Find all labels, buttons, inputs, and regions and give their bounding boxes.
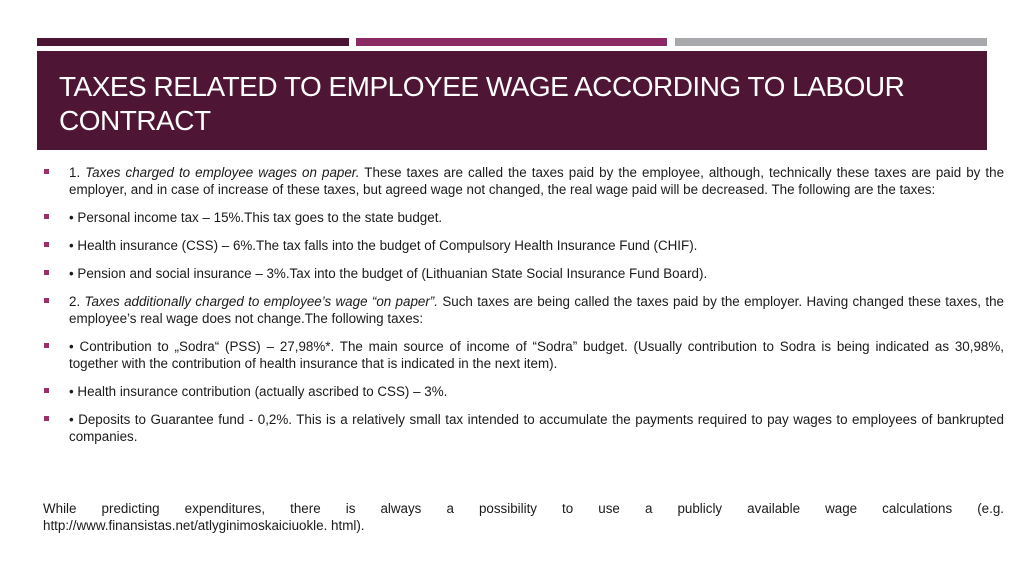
- square-bullet-icon: [44, 298, 49, 303]
- title-banner: [37, 51, 987, 150]
- list-item: • Deposits to Guarantee fund - 0,2%. This is a relatively small tax intended to accumulate the payments required to pay wages to employees of bankrupted companies.: [43, 411, 1004, 445]
- item-emphasis: Taxes charged to employee wages on paper.: [85, 165, 360, 180]
- decorative-bars: [37, 38, 987, 46]
- accent-bar-magenta: [356, 38, 667, 46]
- list-item: • Pension and social insurance – 3%.Tax into the budget of (Lithuanian State Social Insurance Fund Board).: [43, 265, 1004, 282]
- list-item: • Contribution to „Sodra“ (PSS) – 27,98%*. The main source of income of “Sodra” budget. (Usually contribution to Sodra is being indicated as 30,98%, together with the contribution of health insurance that is indicated in the next item).: [43, 338, 1004, 372]
- square-bullet-icon: [44, 388, 49, 393]
- footer-note: [43, 500, 1004, 534]
- footer-link-text: http://www.finansistas.net/atlyginimoskaiciuokle. html).: [43, 518, 365, 533]
- slide-content: [43, 164, 1004, 456]
- footer-line-1: While predicting expenditures, there is always a possibility to use a publicly available wage calculations (e.g.: [43, 501, 1004, 516]
- square-bullet-icon: [44, 169, 49, 174]
- list-item: 2. Taxes additionally charged to employee’s wage “on paper”. Such taxes are being called the taxes paid by the employer. Having changed these taxes, the employee’s real wage does not change.The following taxes:: [43, 293, 1004, 327]
- list-item: 1. Taxes charged to employee wages on paper. These taxes are called the taxes paid by the employee, although, technically these taxes are paid by the employer, and in case of increase of these taxes, but agreed wage not changed, the real wage paid will be decreased. The following are the taxes:: [43, 164, 1004, 198]
- item-emphasis: Taxes additionally charged to employee’s wage “on paper”.: [84, 294, 438, 309]
- list-item: • Health insurance contribution (actually ascribed to CSS) – 3%.: [43, 383, 1004, 400]
- slide-title: TAXES RELATED TO EMPLOYEE WAGE ACCORDING TO LABOUR CONTRACT: [59, 71, 905, 136]
- list-item: • Personal income tax – 15%.This tax goes to the state budget.: [43, 209, 1004, 226]
- square-bullet-icon: [44, 416, 49, 421]
- list-item: • Health insurance (CSS) – 6%.The tax falls into the budget of Compulsory Health Insurance Fund (CHIF).: [43, 237, 1004, 254]
- square-bullet-icon: [44, 242, 49, 247]
- square-bullet-icon: [44, 270, 49, 275]
- bullet-list: [43, 164, 1004, 445]
- accent-bar-gray: [675, 38, 987, 46]
- square-bullet-icon: [44, 214, 49, 219]
- accent-bar-dark: [37, 38, 349, 46]
- square-bullet-icon: [44, 343, 49, 348]
